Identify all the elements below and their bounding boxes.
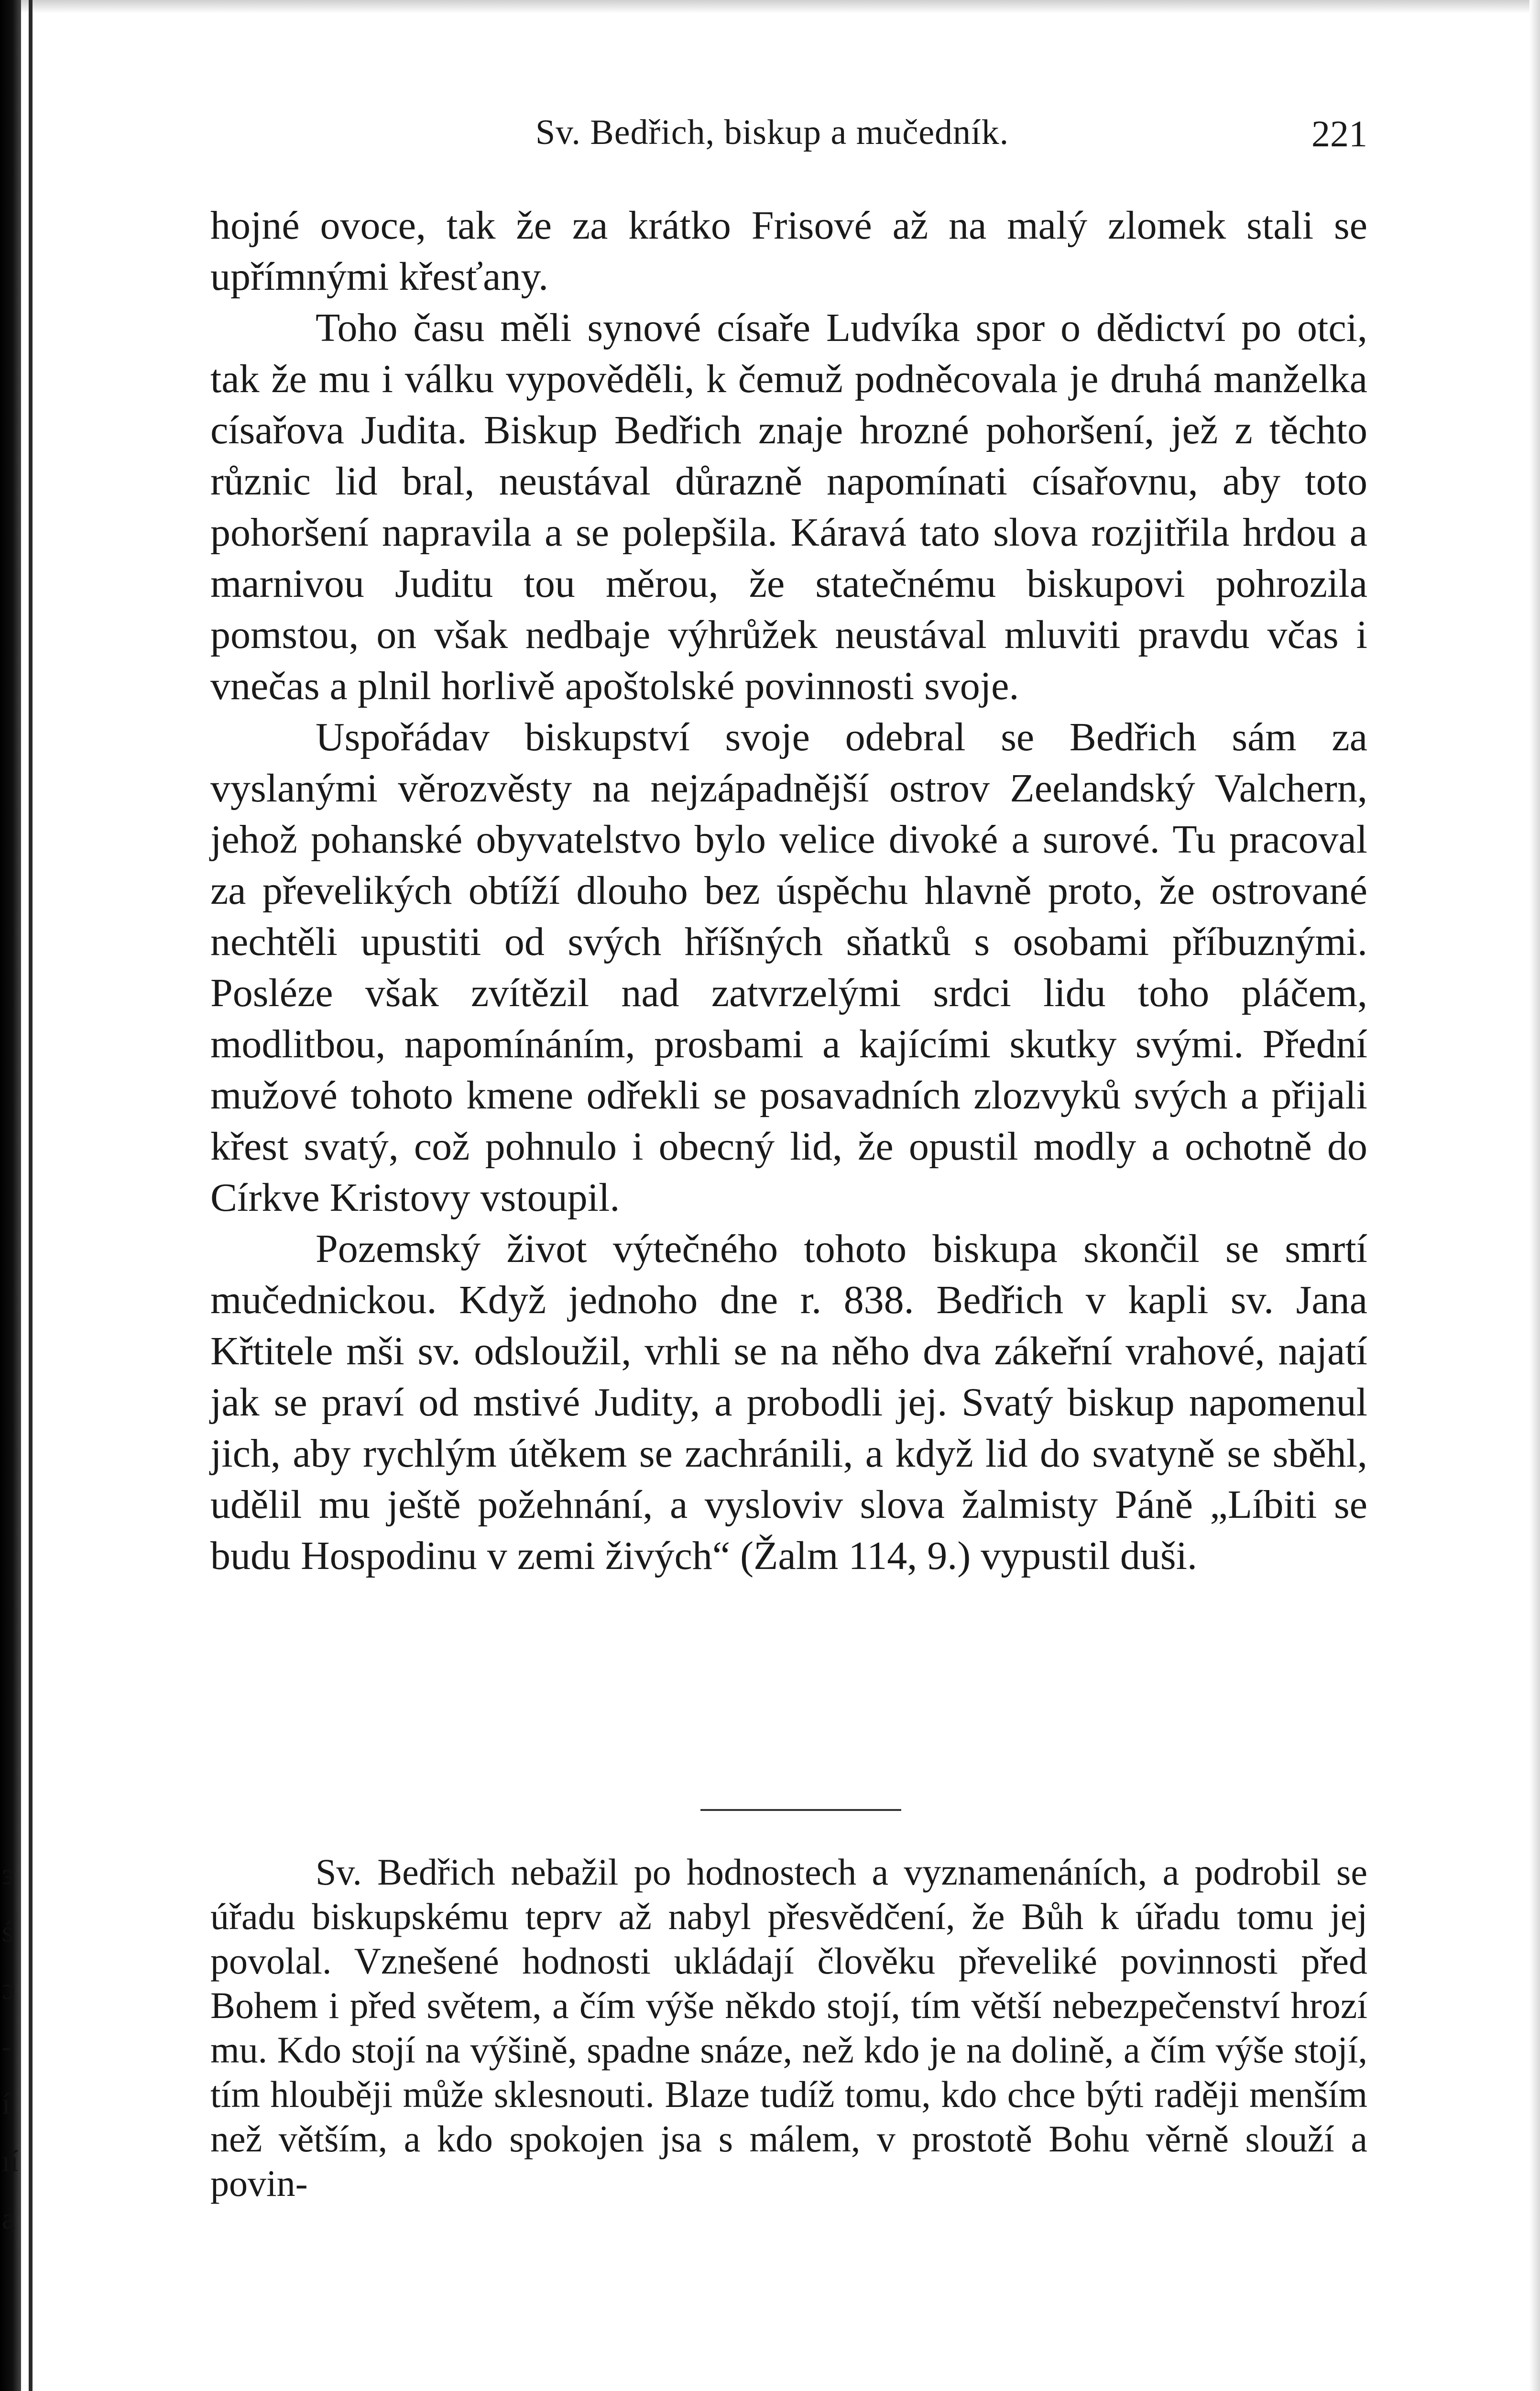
- margin-fragment: ś: [2, 1916, 14, 1948]
- margin-fragment: -: [2, 2030, 12, 2063]
- margin-fragment: ıí: [2, 2145, 19, 2178]
- paragraph: Uspořádav biskupství svoje odebral se Bedřich sám za vyslanými věrozvěsty na nejzápadnější ostrov Zeelandský Valchern, jehož pohanské obyvatelstvo bylo velice divoké a surové. Tu pracoval za převelikých obtíží dlouho bez úspěchu hlavně proto, že ostrované nechtěli upustiti od svých hříšných sňatků s osobami příbuznými. Posléze však zvítězil nad zatvrzelými srdci lidu toho pláčem, modlitbou, napomínáním, prosbami a kajícími skutky svými. Přední mužové tohoto kmene odřekli se posavadních zlozvyků svých a přijali křest svatý, což pohnulo i obecný lid, že opustil modly a ochotně do Církve Kristovy vstoupil.: [210, 715, 1367, 1220]
- margin-fragment: a: [2, 2203, 15, 2235]
- scan-top-edge: [0, 0, 1540, 13]
- book-spine-line: [29, 0, 33, 2391]
- paragraph: Pozemský život výtečného tohoto biskupa skončil se smrtí mučednickou. Když jednoho dne r. 838. Bedřich v kapli sv. Jana Křtitele mši sv. odsloužil, vrhli se na něho dva zákeřní vrahové, najatí jak se praví od mstivé Judity, a probodli jej. Svatý biskup napomenul jich, aby rychlým útěkem se zachránili, a když lid do svatyně se sběhl, udělil mu ještě požehnání, a vysloviv slova žalmisty Páně „Líbiti se budu Hospodinu v zemi živých“ (Žalm 114, 9.) vypustil duši.: [210, 1227, 1367, 1578]
- main-text: [210, 200, 1367, 1581]
- page-header: [210, 112, 1367, 165]
- paragraph: Toho času měli synové císaře Ludvíka spor o dědictví po otci, tak že mu i válku vypověděli, k čemuž podněcovala je druhá manželka císařova Judita. Biskup Bedřich znaje hrozné pohoršení, jež z těchto různic lid bral, neustával důrazně napomínati císařovnu, aby toto pohoršení napravila a se polepšila. Káravá tato slova rozjitřila hrdou a marnivou Juditu tou měrou, že statečnému biskupovi pohrozila pomstou, on však nedbaje výhrůžek neustával mluviti pravdu včas i vnečas a plnil horlivě apoštolské povinnosti svoje.: [210, 306, 1367, 708]
- scan-right-edge: [1529, 0, 1540, 2391]
- running-title: Sv. Bedřich, biskup a mučedník.: [535, 113, 1009, 152]
- page-number: 221: [1311, 113, 1367, 154]
- facing-page-margin-fragments: [2, 1846, 21, 2248]
- paragraph-continuation: hojné ovoce, tak že za krátko Frisové až na malý zlomek stali se upřímnými křesťany.: [210, 203, 1367, 299]
- section-divider: [700, 1809, 901, 1811]
- margin-fragment: í: [2, 2088, 11, 2120]
- reflection-paragraph: Sv. Bedřich nebažil po hodnostech a vyznamenáních, a podrobil se úřadu biskupskému teprv až nabyl přesvědčení, že Bůh k úřadu tomu jej povolal. Vznešené hodnosti ukládají člověku převeliké povinnosti před Bohem i před světem, a čím výše někdo stojí, tím větší nebezpečenství hrozí mu. Kdo stojí na výšině, spadne snáze, než kdo je na dolině, a čím výše stojí, tím hlouběji může sklesnouti. Blaze tudíž tomu, kdo chce býti raději menším než větším, a kdo spokojen jsa s málem, v prostotě Bohu věrně slouží a povin-: [210, 1851, 1367, 2204]
- margin-fragment: ɔ: [2, 1973, 15, 2006]
- margin-fragment: э: [2, 1858, 15, 1891]
- reflection-text: [210, 1850, 1367, 2205]
